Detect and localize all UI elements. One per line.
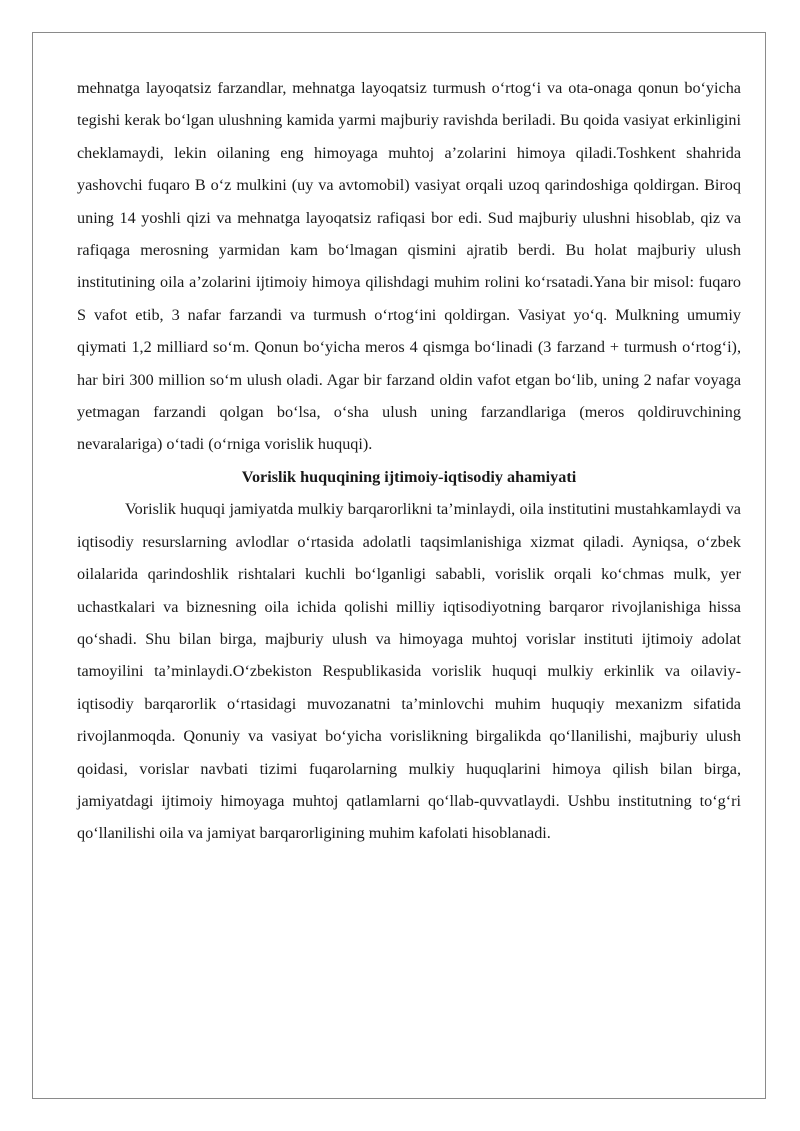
body-paragraph: mehnatga layoqatsiz farzandlar, mehnatga layoqatsiz turmush o‘rtog‘i va ota-onaga qonun bo‘yicha tegishi kerak bo‘lgan ulushning kamida yarmi majburiy ravishda beriladi. Bu qoida vasiyat erkinligini cheklamaydi, lekin oilaning eng himoyaga muhtoj a’zolarini himoya qiladi.Toshkent shahrida yashovchi fuqaro B o‘z mulkini (uy va avtomobil) vasiyat orqali uzoq qarindoshiga qoldirgan. Biroq uning 14 yoshli qizi va mehnatga layoqatsiz rafiqasi bor edi. Sud majburiy ulushni hisoblab, qiz va rafiqaga merosning yarmidan kam bo‘lmagan qismini ajratib berdi. Bu holat majburiy ulush institutining oila a’zolarini ijtimoiy himoya qilishdagi muhim rolini ko‘rsatadi.Yana bir misol: fuqaro S vafot etib, 3 nafar farzandi va turmush o‘rtog‘ini qoldirgan. Vasiyat yo‘q. Mulkning umumiy qiymati 1,2 milliard so‘m. Qonun bo‘yicha meros 4 qismga bo‘linadi (3 farzand + turmush o‘rtog‘i), har biri 300 million so‘m ulush oladi. Agar bir farzand oldin vafot etgan bo‘lib, uning 2 nafar voyaga yetmagan farzandi qolgan bo‘lsa, o‘sha ulush uning farzandlariga (meros qoldiruvchining nevaralariga) o‘tadi (o‘rniga vorislik huquqi).	[77, 79, 741, 454]
body-paragraph: Vorislik huquqi jamiyatda mulkiy barqarorlikni ta’minlaydi, oila institutini mustahkamlaydi va iqtisodiy resurslarning avlodlar o‘rtasida adolatli taqsimlanishiga xizmat qiladi. Ayniqsa, o‘zbek oilalarida qarindoshlik rishtalari kuchli bo‘lganligi sababli, vorislik orqali ko‘chmas mulk, yer uchastkalari va biznesning oila ichida qolishi milliy iqtisodiyotning barqaror rivojlanishiga hissa qo‘shadi. Shu bilan birga, majburiy ulush va himoyaga muhtoj vorislar instituti ijtimoiy adolat tamoyilini ta’minlaydi.O‘zbekiston Respublikasida vorislik huquqi mulkiy erkinlik va oilaviy-iqtisodiy barqarorlik o‘rtasidagi muvozanatni ta’minlovchi muhim huquqiy mexanizm sifatida rivojlanmoqda. Qonuniy va vasiyat bo‘yicha vorislikning birgalikda qo‘llanilishi, majburiy ulush qoidasi, vorislar navbati tizimi fuqarolarning mulkiy huquqlarini himoya qilish bilan birga, jamiyatdagi ijtimoiy himoyaga muhtoj qatlamlarni qo‘llab-quvvatlaydi. Ushbu institutning to‘g‘ri qo‘llanilishi oila va jamiyat barqarorligining muhim kafolati hisoblanadi.	[77, 500, 741, 843]
section-heading: Vorislik huquqining ijtimoiy-iqtisodiy ahamiyati	[241, 467, 577, 486]
document-body	[77, 72, 741, 850]
